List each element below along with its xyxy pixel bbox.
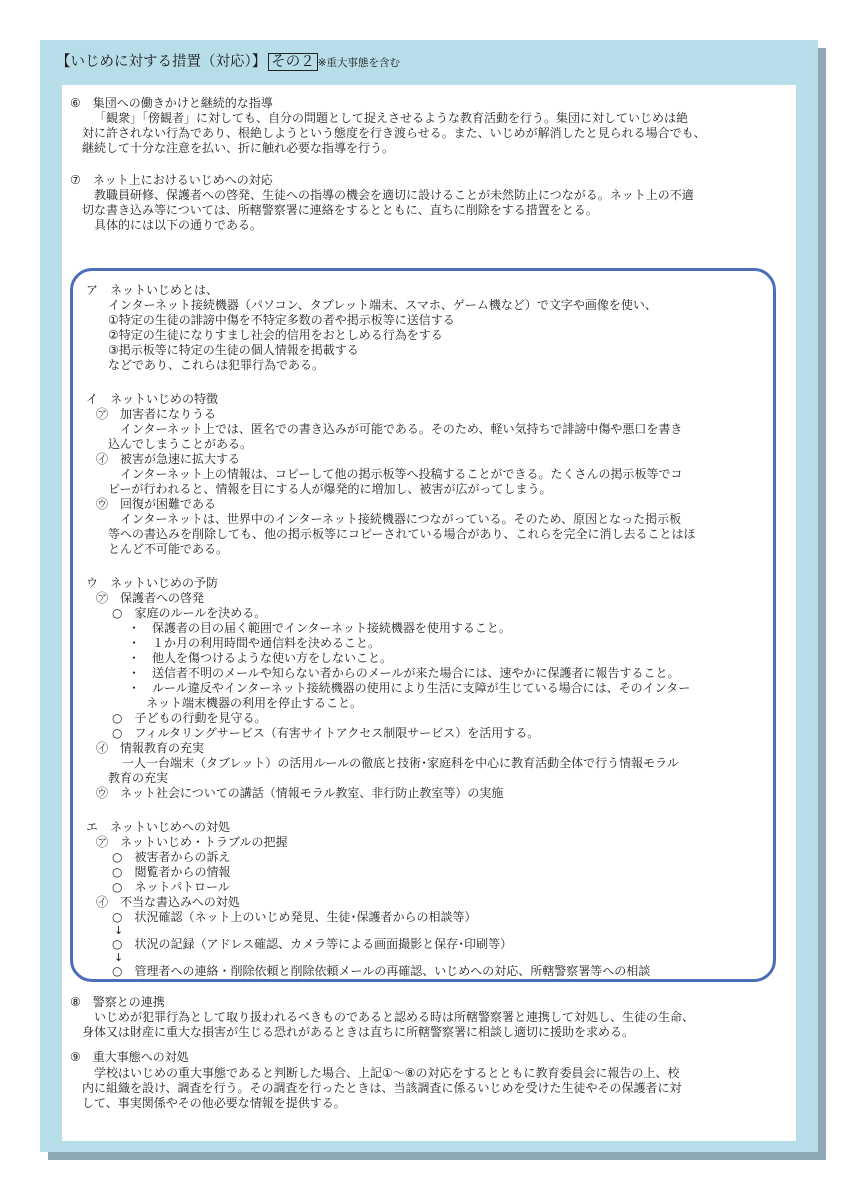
box-u-bullet: ・ 他人を傷つけるような使い方をしないこと。 bbox=[128, 651, 393, 665]
box-i-p3-line: 等への書込みを削除しても、他の掲示板等にコピーされている場合があり、これらを完全に消し去ることはほ bbox=[108, 527, 696, 541]
box-u-bullet-cont: ネット端末機器の利用を停止すること。 bbox=[146, 696, 363, 710]
header-note: ※重大事態を含む bbox=[317, 57, 401, 69]
box-e-p2-title: ㋑ 不当な書込みへの対処 bbox=[96, 895, 240, 909]
box-u-bullet: ・ 送信者不明のメールや知らない者からのメールが来た場合には、速やかに保護者に報告すること。 bbox=[128, 666, 680, 680]
header-title: 【いじめに対する措置（対応）】 bbox=[56, 54, 267, 70]
box-u-circle: ○ 家庭のルールを決める。 bbox=[112, 606, 267, 620]
sec6-title: ⑥ 集団への働きかけと継続的な指導 bbox=[70, 96, 273, 110]
sec7-line: 切な書き込み等については、所轄警察署に連絡をするとともに、直ちに削除をする措置をとる。 bbox=[82, 203, 598, 217]
sec9-line: 内に組織を設け、調査を行う。その調査を行ったときは、当該調査に係るいじめを受けた生徒やその保護者に対 bbox=[82, 1081, 682, 1095]
box-i-p3-title: ㋒ 回復が困難である bbox=[96, 497, 217, 511]
box-e-step: ○ 状況の記録（アドレス確認、カメラ等による画面撮影と保存･印刷等） bbox=[112, 937, 513, 951]
box-u-p2-title: ㋑ 情報教育の充実 bbox=[96, 741, 205, 755]
box-u-bullet: ・ ルール違反やインターネット接続機器の使用により生活に支障が生じている場合には、そのインター bbox=[128, 681, 691, 695]
sec8-line: いじめが犯罪行為として取り扱われるべきものであると認める時は所轄警察署と連携して対処し、生徒の生命、 bbox=[94, 1010, 695, 1024]
box-e-p1-item: ○ 被害者からの訴え bbox=[112, 850, 231, 864]
sec8-title: ⑧ 警察との連携 bbox=[70, 995, 165, 1009]
header-part-label: その２ bbox=[268, 53, 318, 71]
box-e-step: ○ 状況確認（ネット上のいじめ発見、生徒･保護者からの相談等） bbox=[112, 910, 477, 924]
box-u-p3-title: ㋒ ネット社会についての講話（情報モラル教室、非行防止教室等）の実施 bbox=[96, 786, 504, 800]
box-u-p2-line: 教育の充実 bbox=[108, 771, 169, 785]
box-e-p1-item: ○ 閲覧者からの情報 bbox=[112, 865, 231, 879]
box-u-title: ウ ネットいじめの予防 bbox=[86, 576, 219, 590]
box-a-line: ①特定の生徒の誹謗中傷を不特定多数の者や掲示板等に送信する bbox=[108, 313, 455, 327]
box-i-p2-title: ㋑ 被害が急速に拡大する bbox=[96, 452, 241, 466]
sec7-line: 教職員研修、保護者への啓発、生徒への指導の機会を適切に設けることが未然防止につながる。ネット上の不適 bbox=[94, 188, 694, 202]
box-i-p2-line: インターネット上の情報は、コピーして他の掲示板等へ投稿することができる。たくさんの掲示板等でコ bbox=[120, 467, 683, 481]
sec9-line: 学校はいじめの重大事態であると判断した場合、上記①～⑧の対応をするとともに教育委員会に報告の上、校 bbox=[94, 1066, 680, 1080]
box-u-p2-line: 一人一台端末（タブレット）の活用ルールの徹底と技術･家庭科を中心に教育活動全体で行う情報モラル bbox=[122, 756, 679, 770]
box-i-p1-title: ㋐ 加害者になりうる bbox=[96, 407, 217, 421]
box-u-circle: ○ 子どもの行動を見守る。 bbox=[112, 711, 267, 725]
sec7-line: 具体的には以下の通りである。 bbox=[94, 218, 263, 232]
box-i-p3-line: インターネットは、世界中のインターネット接続機器につながっている。そのため、原因となった掲示板 bbox=[120, 512, 682, 526]
box-e-step: ○ 管理者への連絡・削除依頼と削除依頼メールの再確認、いじめへの対応、所轄警察署等への相談 bbox=[112, 964, 651, 978]
box-u-p1-title: ㋐ 保護者への啓発 bbox=[96, 591, 205, 605]
sec6-line: 対に許されない行為であり、根絶しようという態度を行き渡らせる。また、いじめが解消したと見られる場合でも、 bbox=[82, 126, 706, 140]
box-i-p2-line: ピーが行われると、情報を目にする人が爆発的に増加し、被害が広がってしまう。 bbox=[108, 482, 552, 496]
down-arrow-icon: ↓ bbox=[114, 951, 124, 964]
box-e-p1-title: ㋐ ネットいじめ・トラブルの把握 bbox=[96, 835, 288, 849]
sec8-line: 身体又は財産に重大な損害が生じる恐れがあるときは直ちに所轄警察署に相談し適切に援助を求める。 bbox=[82, 1025, 635, 1039]
box-i-p1-line: インターネット上では、匿名での書き込みが可能である。そのため、軽い気持ちで誹謗中傷や悪口を書き bbox=[120, 422, 683, 436]
box-a-line: ③掲示板等に特定の生徒の個人情報を掲載する bbox=[108, 343, 359, 357]
sec9-line: して、事実関係やその他必要な情報を提供する。 bbox=[82, 1096, 346, 1110]
box-e-p1-item: ○ ネットパトロール bbox=[112, 880, 230, 894]
sec7-title: ⑦ ネット上におけるいじめへの対応 bbox=[70, 173, 273, 187]
sec6-line: 継続して十分な注意を払い、折に触れ必要な指導を行う。 bbox=[82, 141, 395, 155]
sec9-title: ⑨ 重大事態への対処 bbox=[70, 1050, 189, 1064]
document-header bbox=[56, 52, 400, 73]
box-i-p1-line: 込んでしまうことがある。 bbox=[108, 437, 253, 451]
box-a-line: などであり、これらは犯罪行為である。 bbox=[108, 358, 325, 372]
box-i-p3-line: とんど不可能である。 bbox=[108, 542, 229, 556]
box-u-bullet: ・ １か月の利用時間や通信料を決めること。 bbox=[128, 636, 381, 650]
box-u-bullet: ・ 保護者の目の届く範囲でインターネット接続機器を使用すること。 bbox=[128, 621, 511, 635]
box-i-title: イ ネットいじめの特徴 bbox=[86, 392, 219, 406]
box-a-title: ア ネットいじめとは、 bbox=[86, 283, 219, 297]
box-e-title: エ ネットいじめへの対処 bbox=[86, 820, 231, 834]
sec6-line: 「観衆」「傍観者」に対しても、自分の問題として捉えさせるような教育活動を行う。集団に対していじめは絶 bbox=[94, 111, 689, 125]
box-u-circle: ○ フィルタリングサービス（有害サイトアクセス制限サービス）を活用する。 bbox=[112, 726, 540, 740]
box-a-line: インターネット接続機器（パソコン、タブレット端末、スマホ、ゲーム機など）で文字や画像を使い、 bbox=[108, 298, 657, 312]
down-arrow-icon: ↓ bbox=[114, 924, 124, 937]
box-a-line: ②特定の生徒になりすまし社会的信用をおとしめる行為をする bbox=[108, 328, 443, 342]
